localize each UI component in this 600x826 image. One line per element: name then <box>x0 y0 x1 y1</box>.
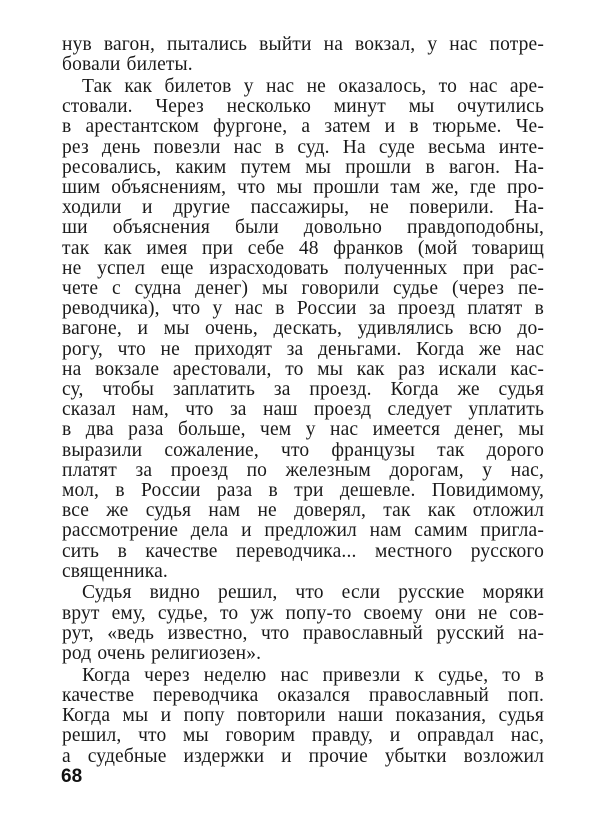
text-line: бовали билеты. <box>62 54 193 76</box>
text-line: не успел еще израсходовать полученных при рас- <box>62 257 544 279</box>
text-line: стовали. Через несколько минут мы очутились <box>62 96 544 118</box>
text-line: Так как билетов у нас не оказалось, то нас аре- <box>82 75 544 97</box>
text-line: ресовались, каким путем мы прошли в вагон. На- <box>62 156 544 178</box>
text-line: качестве переводчика оказался православный поп. <box>62 685 544 706</box>
text-line: в арестантском фургоне, а затем и в тюрьме. Че- <box>62 116 544 138</box>
text-line: чете с судна денег) мы говорили судье (через пе- <box>62 277 544 299</box>
text-line: реводчика), что у нас в России за проезд платят в <box>62 298 544 320</box>
text-line: ши объяснения были довольно правдоподобны, <box>62 217 544 239</box>
text-line: су, чтобы заплатить за проезд. Когда же судья <box>62 378 544 400</box>
text-line: Когда мы и попу повторили наши показания, судья <box>62 705 544 727</box>
text-line: рассмотрение дела и предложил нам самим пригла- <box>62 520 544 542</box>
text-line: Когда через неделю нас привезли к судье, то в <box>82 664 544 686</box>
text-line: нув вагон, пытались выйти на вокзал, у нас потре- <box>62 34 544 55</box>
text-line: сказал нам, что за наш проезд следует уплатить <box>62 399 544 421</box>
page-body <box>62 35 544 768</box>
page-number: 68 <box>61 766 83 787</box>
text-line: Судья видно решил, что если русские моряки <box>82 582 544 604</box>
text-line: сить в качестве переводчика... местного русского <box>62 540 544 562</box>
text-line: вагоне, и мы очень, дескать, удивлялись всю до- <box>62 318 544 340</box>
text-line: род очень религиозен». <box>62 643 262 665</box>
text-line: все же судья нам не доверял, так как отложил <box>62 500 544 522</box>
text-line: врут ему, судье, то уж попу-то своему они не сов- <box>62 602 544 624</box>
paragraph <box>62 77 544 582</box>
text-line: рез день повезли нас в суд. На суде весьма инте- <box>62 136 544 158</box>
text-line: так как имея при себе 48 франков (мой товарищ <box>62 237 544 259</box>
paragraph <box>62 666 544 767</box>
text-line: священника. <box>62 560 168 582</box>
text-line: а судебные издержки и прочие убытки возложил <box>62 745 544 767</box>
text-line: платят за проезд по железным дорогам, у нас, <box>62 459 544 481</box>
text-line: ходили и другие пассажиры, не поверили. На- <box>62 197 544 219</box>
paragraph <box>62 583 544 664</box>
text-line: рут, «ведь известно, что православный русский на- <box>62 622 544 644</box>
text-line: рогу, что не приходят за деньгами. Когда же нас <box>62 338 544 360</box>
text-line: в два раза больше, чем у нас имеется денег, мы <box>62 419 544 441</box>
text-line: шим объяснениям, что мы прошли там же, где про- <box>62 176 544 198</box>
text-line: на вокзале арестовали, то мы как раз искали кас- <box>62 358 544 380</box>
text-line: мол, в России раза в три дешевле. Повидимому, <box>62 479 544 501</box>
text-line: выразили сожаление, что французы так дорого <box>62 439 544 461</box>
text-line: решил, что мы говорим правду, и оправдал нас, <box>62 725 544 747</box>
paragraph <box>62 35 544 75</box>
